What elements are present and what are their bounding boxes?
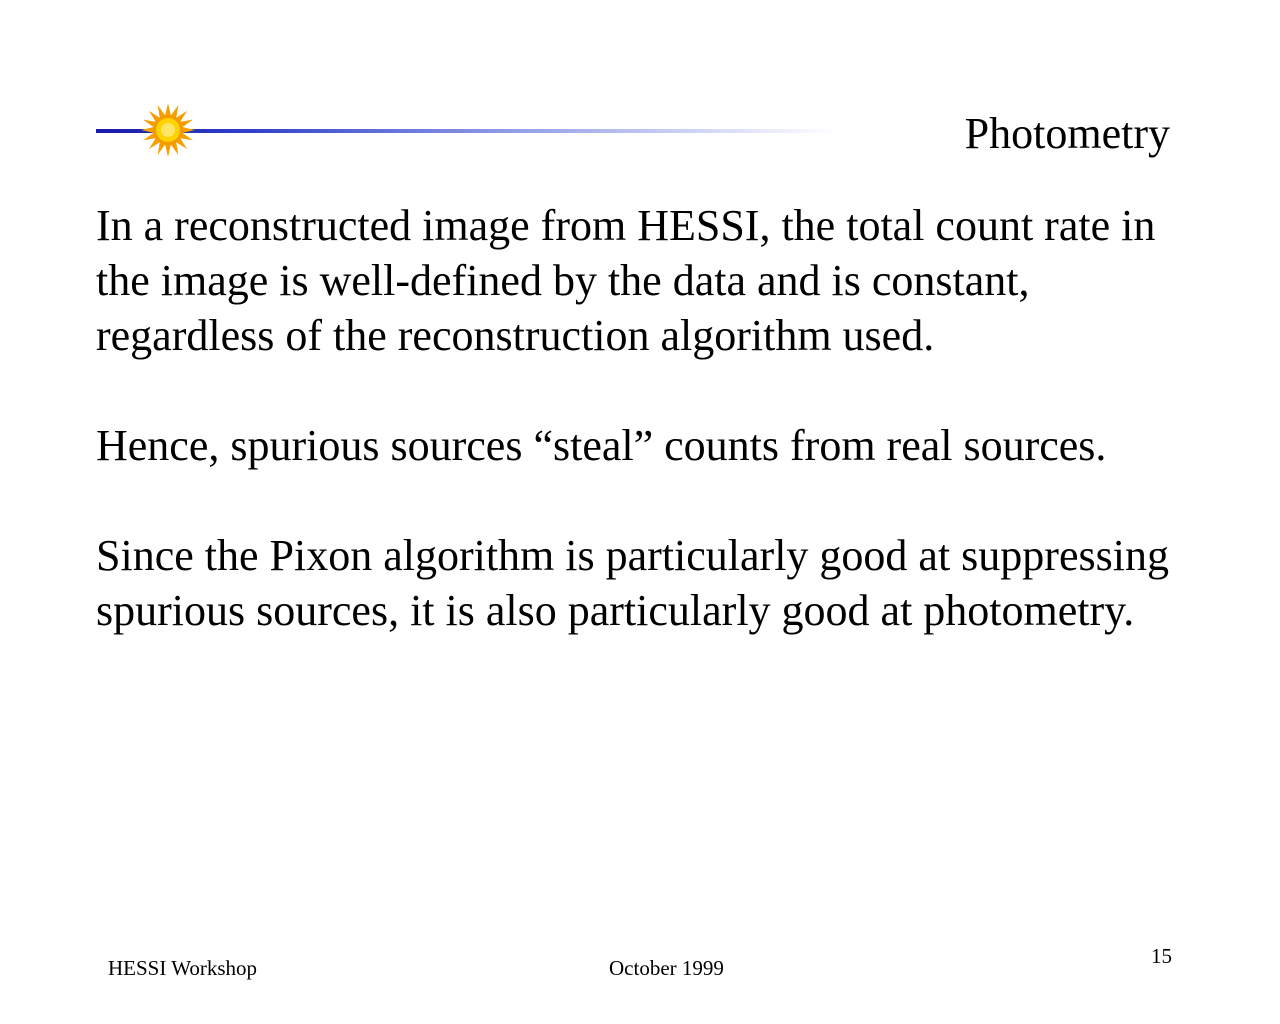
body-paragraph-3: Since the Pixon algorithm is particularly good at suppressing spurious sources, it is also particularly good at photometry.: [96, 531, 1169, 635]
slide-body: [96, 198, 1216, 638]
slide-title: Photometry: [964, 109, 1170, 158]
footer-date: October 1999: [609, 956, 724, 980]
sun-icon: [140, 102, 196, 158]
page-number: 15: [1151, 944, 1172, 968]
footer-event-name: HESSI Workshop: [108, 956, 258, 980]
body-paragraph-2: Hence, spurious sources “steal” counts from real sources.: [96, 421, 1107, 470]
body-paragraph-1: In a reconstructed image from HESSI, the total count rate in the image is well-defined by the data and is constant, regardless of the reconstruction algorithm used.: [96, 201, 1156, 360]
header-gradient-rule: [96, 129, 836, 133]
